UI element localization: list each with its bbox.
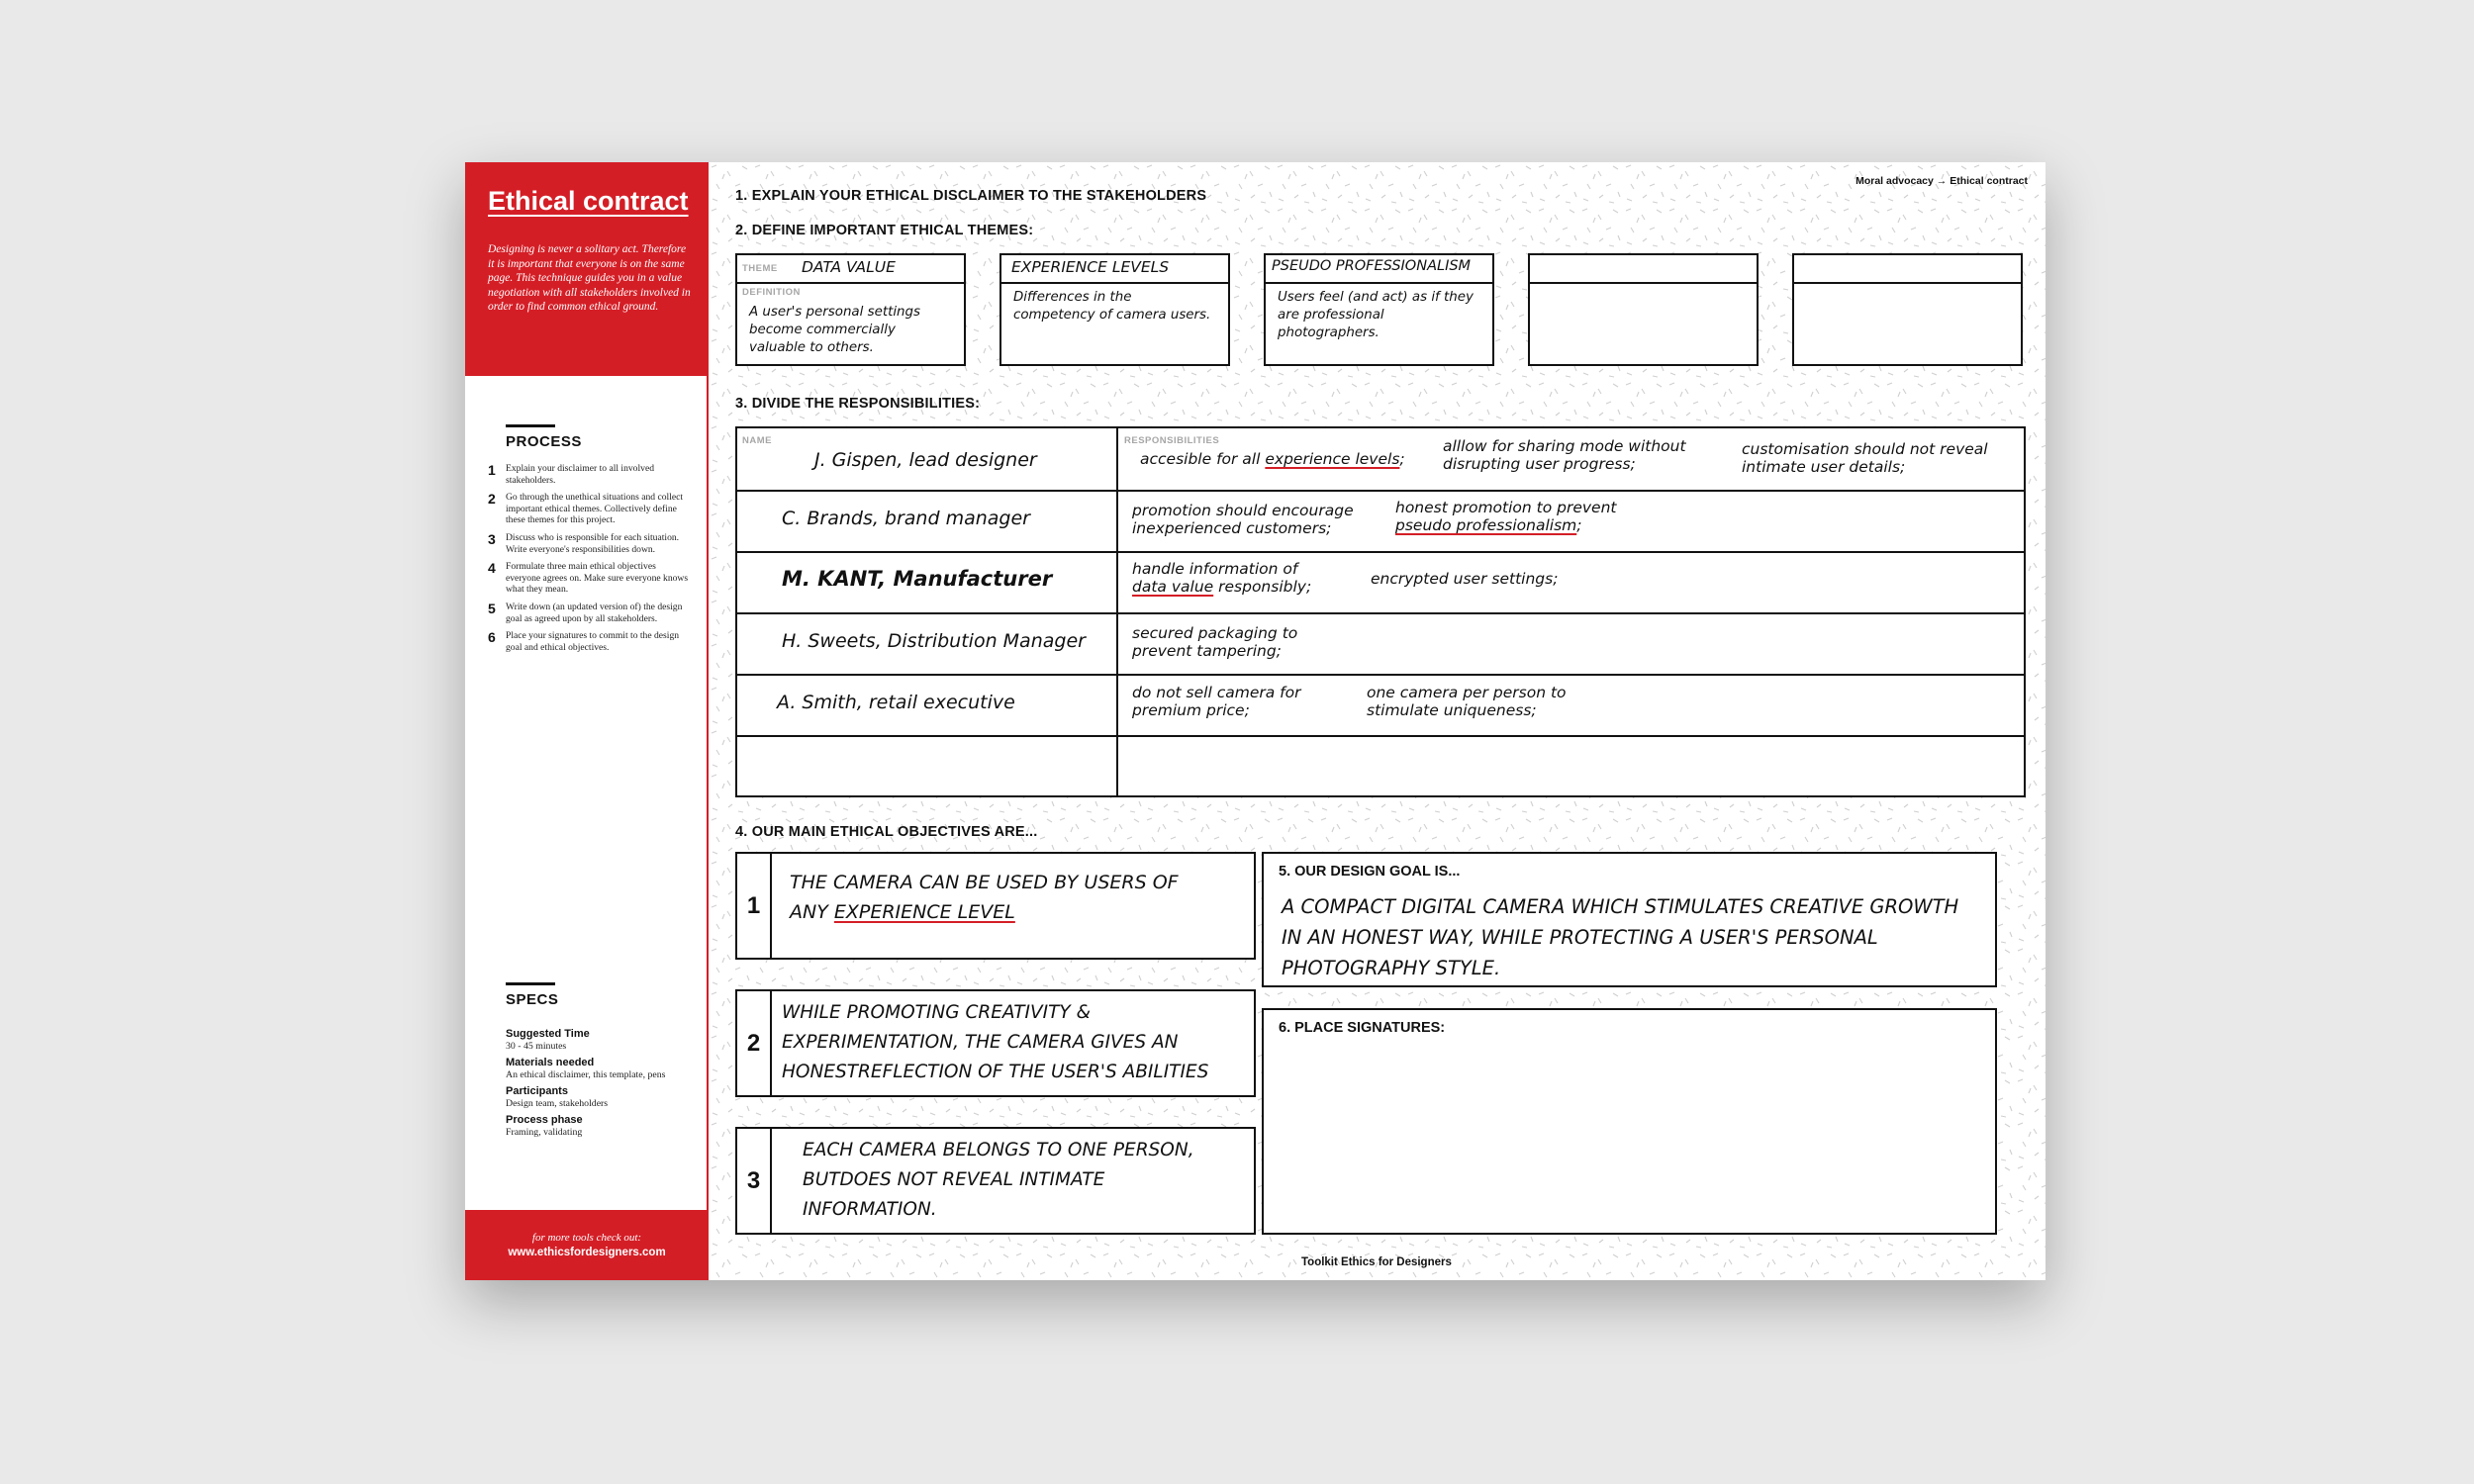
responsibility-line: customisation should not reveal xyxy=(1742,440,1988,458)
responsibility-text: accesible for all xyxy=(1140,450,1266,468)
responsibility xyxy=(1132,560,1311,596)
section-2-heading: 2. DEFINE IMPORTANT ETHICAL THEMES: xyxy=(735,223,1034,238)
responsibility xyxy=(1132,624,1297,660)
table-row[interactable] xyxy=(737,490,2024,553)
objective-line: EXPERIMENTATION, THE CAMERA GIVES AN xyxy=(782,1032,1179,1053)
main-area xyxy=(709,162,2046,1280)
responsibility-line: do not sell camera for xyxy=(1132,684,1301,701)
theme-definition: A user's personal settings become commercially valuable to others. xyxy=(749,305,921,355)
responsibility xyxy=(1443,437,1686,473)
specs-heading: SPECS xyxy=(506,991,559,1008)
theme-reference: experience levels xyxy=(1265,450,1400,468)
responsibility xyxy=(1742,440,1988,476)
responsibility xyxy=(1395,499,1617,534)
step-number: 4 xyxy=(488,560,496,577)
spec-label: Process phase xyxy=(506,1114,583,1126)
process-step xyxy=(488,463,691,486)
objective-number: 3 xyxy=(737,1129,772,1233)
objective-line: BUTDOES NOT REVEAL INTIMATE xyxy=(803,1169,1105,1190)
responsibility-line: prevent tampering; xyxy=(1132,642,1282,660)
table-row[interactable] xyxy=(737,612,2024,676)
table-row[interactable] xyxy=(737,551,2024,614)
arrow-right-icon: → xyxy=(1936,175,1948,187)
theme-name-row xyxy=(1266,255,1492,284)
process-steps xyxy=(488,463,691,659)
process-step xyxy=(488,561,691,596)
theme-name-row xyxy=(1001,255,1228,284)
process-step xyxy=(488,602,691,624)
objective-line: ANY xyxy=(790,901,834,923)
table-row-empty[interactable] xyxy=(737,735,2024,797)
theme-reference: EXPERIENCE LEVEL xyxy=(833,901,1015,923)
theme-card-empty[interactable] xyxy=(1792,253,2023,366)
section-5-heading: 5. OUR DESIGN GOAL IS... xyxy=(1279,864,1461,880)
breadcrumb-current: Ethical contract xyxy=(1950,175,2028,187)
intro-text: Designing is never a solitary act. Therefore it is important that everyone is on the same page. This technique guides you in a value negotiation with all stakeholders involved in order to find common ethical ground. xyxy=(488,243,691,313)
definition-label: DEFINITION xyxy=(742,287,801,298)
responsibility xyxy=(1132,684,1300,719)
responsibility-line: alllow for sharing mode without xyxy=(1443,437,1686,455)
table-row[interactable] xyxy=(737,426,2024,490)
breadcrumb xyxy=(1856,175,2028,187)
table-row[interactable] xyxy=(737,674,2024,737)
process-heading: PROCESS xyxy=(506,433,582,450)
website-link[interactable]: www.ethicsfordesigners.com xyxy=(508,1247,666,1258)
specs-list xyxy=(506,1024,694,1139)
theme-name: DATA VALUE xyxy=(802,258,896,276)
objective-box[interactable] xyxy=(735,852,1256,960)
page-footer: Toolkit Ethics for Designers xyxy=(1301,1256,1452,1268)
step-text: Discuss who is responsible for each situation. Write everyone's responsibilities down. xyxy=(506,531,680,555)
theme-name: EXPERIENCE LEVELS xyxy=(1011,258,1170,276)
spec-value: An ethical disclaimer, this template, pens xyxy=(506,1069,666,1080)
objective-line: HONESTREFLECTION OF THE USER'S ABILITIES xyxy=(782,1062,1209,1082)
objective-text xyxy=(782,998,1238,1087)
objective-number: 2 xyxy=(737,991,772,1095)
section-6-heading: 6. PLACE SIGNATURES: xyxy=(1279,1020,1446,1036)
objective-text xyxy=(803,1136,1238,1225)
theme-name-row xyxy=(737,255,964,284)
responsibility-line: inexperienced customers; xyxy=(1132,519,1332,537)
spec-label: Suggested Time xyxy=(506,1028,590,1040)
objective-number: 1 xyxy=(737,854,772,958)
breadcrumb-parent: Moral advocacy xyxy=(1856,175,1934,187)
section-4-heading: 4. OUR MAIN ETHICAL OBJECTIVES ARE... xyxy=(735,824,1038,840)
step-number: 2 xyxy=(488,491,496,508)
sidebar-header xyxy=(465,162,709,376)
sheet-title: Ethical contract xyxy=(488,186,689,216)
specs-rule xyxy=(506,982,555,985)
responsibility-line: stimulate uniqueness; xyxy=(1367,701,1537,719)
theme-name-row xyxy=(1530,255,1757,284)
theme-definition: Users feel (and act) as if they are professional photographers. xyxy=(1278,290,1474,340)
sidebar xyxy=(465,162,709,1280)
theme-card[interactable] xyxy=(735,253,966,366)
objective-line: INFORMATION. xyxy=(803,1199,937,1220)
stakeholder-name: H. Sweets, Distribution Manager xyxy=(782,630,1086,652)
design-goal-text: A COMPACT DIGITAL CAMERA WHICH STIMULATES CREATIVE GROWTH IN AN HONEST WAY, WHILE PROTECTING A USER'S PERSONAL PHOTOGRAPHY STYLE. xyxy=(1282,895,1959,979)
theme-reference: data value xyxy=(1132,578,1214,596)
theme-label: THEME xyxy=(742,263,778,274)
responsibility xyxy=(1140,450,1405,468)
theme-card-empty[interactable] xyxy=(1528,253,1759,366)
responsibilities-table xyxy=(735,426,2026,797)
objective-line: EACH CAMERA BELONGS TO ONE PERSON, xyxy=(803,1140,1194,1160)
theme-name: PSEUDO PROFESSIONALISM xyxy=(1272,258,1472,274)
theme-name-row xyxy=(1794,255,2021,284)
responsibility xyxy=(1367,684,1567,719)
responsibility: encrypted user settings; xyxy=(1371,570,1559,588)
responsibility-text: ; xyxy=(1399,450,1405,468)
responsibility-text: ; xyxy=(1576,516,1582,534)
process-step xyxy=(488,492,691,526)
theme-card[interactable] xyxy=(999,253,1230,366)
objective-line: THE CAMERA CAN BE USED BY USERS OF xyxy=(790,872,1179,893)
responsibility-line: premium price; xyxy=(1132,701,1250,719)
spec-label: Participants xyxy=(506,1085,568,1097)
step-text: Go through the unethical situations and collect important ethical themes. Collectively define these themes for this project. xyxy=(506,492,684,526)
responsibility-text: responsibly; xyxy=(1213,578,1312,596)
step-number: 5 xyxy=(488,600,496,616)
spec-value: Framing, validating xyxy=(506,1127,583,1138)
step-text: Place your signatures to commit to the design goal and ethical objectives. xyxy=(506,630,680,653)
process-step xyxy=(488,532,691,555)
ethical-contract-sheet xyxy=(465,162,2046,1280)
theme-reference: pseudo professionalism xyxy=(1395,516,1577,534)
process-step xyxy=(488,630,691,653)
objective-line: WHILE PROMOTING CREATIVITY & xyxy=(782,1002,1091,1023)
responsibility xyxy=(1132,502,1354,537)
step-text: Formulate three main ethical objectives everyone agrees on. Make sure everyone knows what they mean. xyxy=(506,561,689,596)
design-goal-box[interactable] xyxy=(1262,852,1997,987)
signatures-box[interactable] xyxy=(1262,1008,1997,1235)
responsibility-line: promotion should encourage xyxy=(1132,502,1354,519)
step-text: Explain your disclaimer to all involved stakeholders. xyxy=(506,463,655,486)
responsibility-line: secured packaging to xyxy=(1132,624,1298,642)
spec-value: Design team, stakeholders xyxy=(506,1098,609,1109)
stakeholder-name: C. Brands, brand manager xyxy=(782,508,1030,529)
step-text: Write down (an updated version of) the design goal as agreed upon by all stakeholders. xyxy=(506,601,683,624)
sidebar-footer xyxy=(465,1210,709,1280)
step-number: 1 xyxy=(488,462,496,478)
theme-card[interactable] xyxy=(1264,253,1494,366)
stakeholder-name: M. KANT, Manufacturer xyxy=(782,567,1053,591)
objective-box[interactable] xyxy=(735,989,1256,1097)
responsibility-line: one camera per person to xyxy=(1367,684,1567,701)
name-column-label: NAME xyxy=(742,435,772,446)
section-1-heading: 1. EXPLAIN YOUR ETHICAL DISCLAIMER TO THE STAKEHOLDERS xyxy=(735,188,1207,204)
spec-label: Materials needed xyxy=(506,1057,595,1068)
responsibility-line: honest promotion to prevent xyxy=(1395,499,1617,516)
spec-value: 30 - 45 minutes xyxy=(506,1041,567,1052)
responsibility-line: handle information of xyxy=(1132,560,1298,578)
responsibility-line: intimate user details; xyxy=(1742,458,1906,476)
objective-text xyxy=(790,868,1238,927)
responsibility-line: disrupting user progress; xyxy=(1443,455,1636,473)
objective-box[interactable] xyxy=(735,1127,1256,1235)
responsibilities-column-label: RESPONSIBILITIES xyxy=(1124,435,1220,446)
process-rule xyxy=(506,424,555,427)
footer-note: for more tools check out: xyxy=(531,1232,642,1244)
stakeholder-name: J. Gispen, lead designer xyxy=(814,449,1037,471)
step-number: 6 xyxy=(488,629,496,646)
theme-definition: Differences in the competency of camera users. xyxy=(1013,290,1211,323)
section-3-heading: 3. DIVIDE THE RESPONSIBILITIES: xyxy=(735,396,981,412)
stakeholder-name: A. Smith, retail executive xyxy=(777,692,1015,713)
step-number: 3 xyxy=(488,530,496,547)
